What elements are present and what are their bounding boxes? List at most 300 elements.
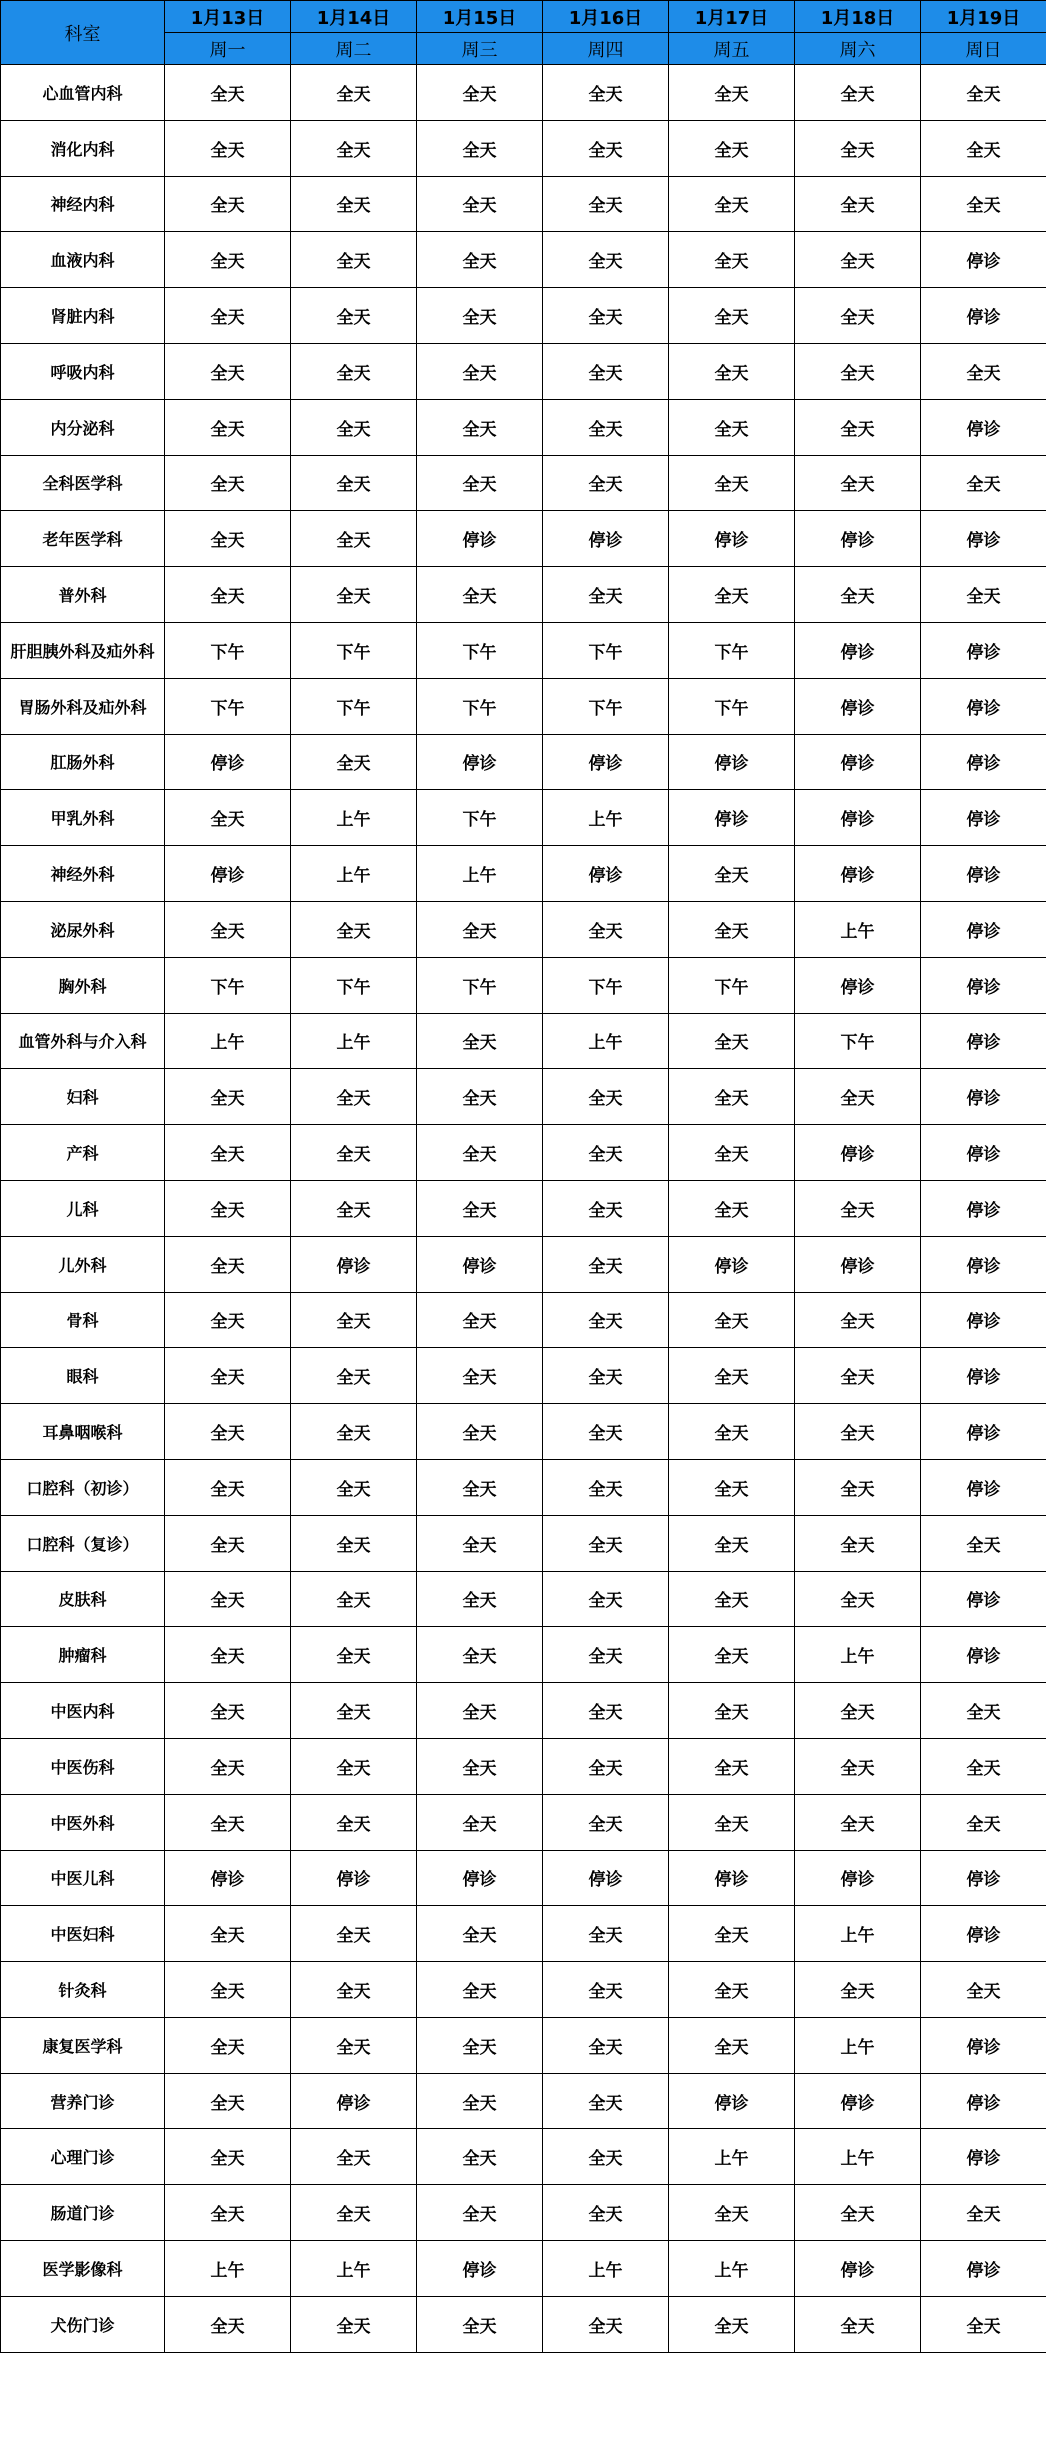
table-row (1, 2129, 1046, 2185)
department-name: 皮肤科 (1, 1571, 165, 1627)
schedule-cell: 全天 (165, 2296, 291, 2352)
schedule-cell: 全天 (795, 1180, 921, 1236)
schedule-cell: 全天 (417, 176, 543, 232)
schedule-cell: 全天 (669, 1738, 795, 1794)
department-name: 中医内科 (1, 1683, 165, 1739)
schedule-cell: 全天 (165, 1962, 291, 2018)
schedule-cell: 停诊 (165, 846, 291, 902)
schedule-cell: 全天 (669, 2017, 795, 2073)
schedule-cell: 全天 (291, 1794, 417, 1850)
schedule-cell: 全天 (669, 1794, 795, 1850)
schedule-cell: 全天 (669, 1962, 795, 2018)
schedule-cell: 全天 (543, 1292, 669, 1348)
schedule-cell: 全天 (543, 2296, 669, 2352)
schedule-cell: 全天 (795, 1962, 921, 2018)
schedule-cell: 停诊 (921, 957, 1046, 1013)
schedule-cell: 全天 (165, 1683, 291, 1739)
schedule-cell: 全天 (669, 1125, 795, 1181)
schedule-cell: 停诊 (417, 1850, 543, 1906)
schedule-cell: 全天 (795, 120, 921, 176)
schedule-cell: 全天 (795, 1738, 921, 1794)
schedule-cell: 下午 (417, 678, 543, 734)
schedule-cell: 全天 (543, 1459, 669, 1515)
schedule-cell: 停诊 (795, 1236, 921, 1292)
schedule-cell: 全天 (165, 2129, 291, 2185)
table-row (1, 1794, 1046, 1850)
schedule-cell: 全天 (795, 1515, 921, 1571)
schedule-cell: 全天 (543, 1236, 669, 1292)
schedule-cell: 全天 (795, 1292, 921, 1348)
schedule-cell: 下午 (417, 957, 543, 1013)
schedule-cell: 停诊 (165, 1850, 291, 1906)
schedule-cell: 停诊 (921, 1013, 1046, 1069)
schedule-cell: 停诊 (921, 1571, 1046, 1627)
schedule-cell: 下午 (543, 622, 669, 678)
schedule-cell: 全天 (795, 399, 921, 455)
department-name: 营养门诊 (1, 2073, 165, 2129)
schedule-cell: 全天 (543, 1683, 669, 1739)
schedule-cell: 停诊 (921, 399, 1046, 455)
weekday-header: 周四 (543, 33, 669, 65)
schedule-cell: 全天 (921, 2185, 1046, 2241)
schedule-cell: 停诊 (417, 734, 543, 790)
schedule-cell: 全天 (165, 1404, 291, 1460)
date-header: 1月17日 (669, 1, 795, 33)
schedule-cell: 上午 (669, 2129, 795, 2185)
schedule-cell: 全天 (543, 1627, 669, 1683)
schedule-cell: 全天 (291, 65, 417, 121)
date-header: 1月18日 (795, 1, 921, 33)
schedule-cell: 全天 (669, 2185, 795, 2241)
schedule-cell: 全天 (417, 1906, 543, 1962)
weekday-header: 周二 (291, 33, 417, 65)
schedule-cell: 全天 (921, 455, 1046, 511)
schedule-cell: 全天 (291, 2017, 417, 2073)
schedule-cell: 全天 (291, 901, 417, 957)
department-name: 肛肠外科 (1, 734, 165, 790)
schedule-cell: 全天 (543, 1906, 669, 1962)
department-name: 妇科 (1, 1069, 165, 1125)
schedule-cell: 全天 (795, 343, 921, 399)
schedule-cell: 下午 (669, 678, 795, 734)
date-header: 1月15日 (417, 1, 543, 33)
schedule-cell: 全天 (417, 65, 543, 121)
table-row (1, 1906, 1046, 1962)
schedule-cell: 全天 (921, 65, 1046, 121)
weekday-header: 周日 (921, 33, 1046, 65)
schedule-cell: 全天 (165, 399, 291, 455)
schedule-cell: 全天 (291, 1404, 417, 1460)
schedule-cell: 全天 (417, 455, 543, 511)
schedule-cell: 全天 (417, 1738, 543, 1794)
schedule-cell: 停诊 (795, 2073, 921, 2129)
schedule-cell: 全天 (669, 1906, 795, 1962)
table-row (1, 1683, 1046, 1739)
weekday-header: 周五 (669, 33, 795, 65)
schedule-cell: 停诊 (921, 1292, 1046, 1348)
table-row (1, 1738, 1046, 1794)
schedule-cell: 全天 (795, 1683, 921, 1739)
schedule-cell: 停诊 (795, 678, 921, 734)
schedule-cell: 停诊 (921, 622, 1046, 678)
schedule-cell: 全天 (669, 1292, 795, 1348)
schedule-cell: 停诊 (921, 1236, 1046, 1292)
schedule-cell: 全天 (165, 1459, 291, 1515)
department-name: 神经内科 (1, 176, 165, 232)
schedule-cell: 停诊 (669, 790, 795, 846)
table-row (1, 1125, 1046, 1181)
schedule-cell: 全天 (669, 1069, 795, 1125)
department-name: 中医伤科 (1, 1738, 165, 1794)
schedule-cell: 停诊 (417, 2241, 543, 2297)
schedule-cell: 上午 (795, 1906, 921, 1962)
schedule-cell: 全天 (669, 232, 795, 288)
schedule-cell: 全天 (543, 176, 669, 232)
schedule-cell: 下午 (543, 678, 669, 734)
schedule-cell: 全天 (291, 1515, 417, 1571)
schedule-cell: 全天 (921, 1683, 1046, 1739)
schedule-cell: 上午 (543, 790, 669, 846)
date-header: 1月16日 (543, 1, 669, 33)
schedule-cell: 全天 (291, 734, 417, 790)
schedule-cell: 停诊 (669, 1850, 795, 1906)
table-row (1, 399, 1046, 455)
schedule-cell: 全天 (795, 1459, 921, 1515)
schedule-cell: 全天 (543, 2129, 669, 2185)
schedule-cell: 全天 (669, 1571, 795, 1627)
schedule-cell: 全天 (417, 1962, 543, 2018)
schedule-cell: 全天 (291, 567, 417, 623)
schedule-cell: 全天 (291, 1627, 417, 1683)
schedule-cell: 全天 (417, 1794, 543, 1850)
schedule-cell: 全天 (921, 343, 1046, 399)
schedule-cell: 全天 (669, 567, 795, 623)
schedule-cell: 全天 (291, 1459, 417, 1515)
schedule-cell: 停诊 (669, 511, 795, 567)
schedule-cell: 全天 (669, 120, 795, 176)
schedule-cell: 停诊 (921, 1906, 1046, 1962)
schedule-cell: 全天 (543, 2185, 669, 2241)
schedule-cell: 全天 (291, 1125, 417, 1181)
schedule-cell: 全天 (795, 65, 921, 121)
schedule-cell: 全天 (543, 399, 669, 455)
table-row (1, 2296, 1046, 2352)
schedule-cell: 全天 (795, 2185, 921, 2241)
schedule-cell: 全天 (291, 288, 417, 344)
department-name: 胸外科 (1, 957, 165, 1013)
schedule-cell: 全天 (543, 288, 669, 344)
schedule-cell: 全天 (165, 176, 291, 232)
table-row (1, 232, 1046, 288)
schedule-cell: 停诊 (795, 734, 921, 790)
date-header: 1月19日 (921, 1, 1046, 33)
schedule-cell: 全天 (669, 901, 795, 957)
schedule-cell: 全天 (417, 2296, 543, 2352)
date-header: 1月13日 (165, 1, 291, 33)
schedule-cell: 全天 (417, 1683, 543, 1739)
table-row (1, 567, 1046, 623)
schedule-cell: 全天 (417, 288, 543, 344)
schedule-cell: 全天 (669, 1180, 795, 1236)
table-row (1, 1962, 1046, 2018)
schedule-cell: 全天 (417, 399, 543, 455)
schedule-cell: 全天 (417, 1571, 543, 1627)
department-name: 肿瘤科 (1, 1627, 165, 1683)
schedule-cell: 全天 (291, 2296, 417, 2352)
schedule-cell: 上午 (795, 2017, 921, 2073)
schedule-cell: 全天 (921, 1962, 1046, 2018)
schedule-cell: 停诊 (795, 622, 921, 678)
department-name: 血液内科 (1, 232, 165, 288)
schedule-cell: 停诊 (543, 1850, 669, 1906)
schedule-cell: 全天 (543, 1571, 669, 1627)
department-name: 呼吸内科 (1, 343, 165, 399)
schedule-cell: 全天 (669, 1404, 795, 1460)
table-row (1, 2073, 1046, 2129)
schedule-cell: 全天 (417, 232, 543, 288)
table-row (1, 343, 1046, 399)
department-name: 老年医学科 (1, 511, 165, 567)
schedule-cell: 全天 (543, 2073, 669, 2129)
schedule-cell: 全天 (669, 1459, 795, 1515)
schedule-cell: 全天 (291, 232, 417, 288)
schedule-cell: 全天 (165, 1125, 291, 1181)
schedule-cell: 下午 (165, 957, 291, 1013)
schedule-cell: 下午 (165, 678, 291, 734)
schedule-cell: 全天 (921, 1738, 1046, 1794)
schedule-cell: 全天 (669, 176, 795, 232)
table-row (1, 790, 1046, 846)
schedule-cell: 上午 (291, 1013, 417, 1069)
schedule-cell: 全天 (165, 511, 291, 567)
schedule-cell: 停诊 (165, 734, 291, 790)
schedule-cell: 全天 (921, 1794, 1046, 1850)
schedule-cell: 全天 (291, 2129, 417, 2185)
schedule-cell: 停诊 (921, 1459, 1046, 1515)
schedule-cell: 全天 (543, 901, 669, 957)
schedule-cell: 全天 (291, 1292, 417, 1348)
department-name: 泌尿外科 (1, 901, 165, 957)
schedule-cell: 停诊 (669, 734, 795, 790)
schedule-cell: 全天 (165, 901, 291, 957)
dept-column-header: 科室 (1, 1, 165, 65)
schedule-cell: 停诊 (921, 1348, 1046, 1404)
schedule-cell: 全天 (417, 1125, 543, 1181)
table-row (1, 678, 1046, 734)
department-name: 心血管内科 (1, 65, 165, 121)
weekday-header: 周三 (417, 33, 543, 65)
table-row (1, 622, 1046, 678)
table-row (1, 1571, 1046, 1627)
schedule-cell: 全天 (417, 1459, 543, 1515)
schedule-cell: 全天 (543, 1962, 669, 2018)
department-name: 肠道门诊 (1, 2185, 165, 2241)
schedule-cell: 全天 (165, 567, 291, 623)
schedule-cell: 上午 (291, 790, 417, 846)
schedule-cell: 停诊 (291, 2073, 417, 2129)
department-name: 肾脏内科 (1, 288, 165, 344)
schedule-cell: 全天 (165, 1236, 291, 1292)
schedule-cell: 全天 (165, 455, 291, 511)
schedule-cell: 全天 (921, 120, 1046, 176)
schedule-cell: 全天 (417, 2129, 543, 2185)
weekday-header: 周一 (165, 33, 291, 65)
schedule-cell: 全天 (165, 1180, 291, 1236)
department-name: 产科 (1, 1125, 165, 1181)
schedule-cell: 全天 (921, 1515, 1046, 1571)
schedule-cell: 上午 (291, 846, 417, 902)
schedule-cell: 全天 (669, 455, 795, 511)
schedule-cell: 下午 (165, 622, 291, 678)
schedule-cell: 停诊 (921, 511, 1046, 567)
schedule-cell: 全天 (165, 790, 291, 846)
schedule-cell: 停诊 (543, 846, 669, 902)
schedule-cell: 全天 (795, 1794, 921, 1850)
schedule-cell: 全天 (795, 455, 921, 511)
schedule-cell: 全天 (165, 343, 291, 399)
table-row (1, 176, 1046, 232)
table-row (1, 288, 1046, 344)
table-row (1, 1180, 1046, 1236)
schedule-cell: 停诊 (921, 846, 1046, 902)
schedule-cell: 全天 (543, 1125, 669, 1181)
schedule-cell: 全天 (543, 232, 669, 288)
table-row (1, 1515, 1046, 1571)
schedule-cell: 全天 (417, 1180, 543, 1236)
schedule-cell: 全天 (543, 1515, 669, 1571)
schedule-cell: 全天 (921, 2296, 1046, 2352)
department-name: 全科医学科 (1, 455, 165, 511)
schedule-cell: 全天 (291, 343, 417, 399)
department-name: 消化内科 (1, 120, 165, 176)
schedule-cell: 停诊 (921, 1125, 1046, 1181)
schedule-cell: 全天 (417, 1515, 543, 1571)
schedule-cell: 全天 (291, 399, 417, 455)
schedule-cell: 停诊 (543, 734, 669, 790)
schedule-cell: 上午 (291, 2241, 417, 2297)
schedule-cell: 全天 (165, 2185, 291, 2241)
table-header (1, 1, 1046, 65)
schedule-cell: 上午 (669, 2241, 795, 2297)
schedule-cell: 全天 (291, 1348, 417, 1404)
schedule-cell: 停诊 (921, 232, 1046, 288)
schedule-cell: 下午 (417, 622, 543, 678)
schedule-cell: 上午 (795, 1627, 921, 1683)
schedule-cell: 全天 (921, 567, 1046, 623)
schedule-cell: 停诊 (669, 1236, 795, 1292)
schedule-cell: 全天 (165, 1069, 291, 1125)
schedule-cell: 全天 (417, 1069, 543, 1125)
schedule-cell: 停诊 (795, 790, 921, 846)
table-row (1, 511, 1046, 567)
schedule-cell: 全天 (543, 120, 669, 176)
schedule-cell: 停诊 (921, 1850, 1046, 1906)
schedule-cell: 全天 (417, 1404, 543, 1460)
department-name: 眼科 (1, 1348, 165, 1404)
schedule-cell: 全天 (291, 1069, 417, 1125)
schedule-cell: 停诊 (921, 1069, 1046, 1125)
table-row (1, 846, 1046, 902)
table-row (1, 1404, 1046, 1460)
schedule-cell: 全天 (543, 1738, 669, 1794)
schedule-cell: 全天 (165, 1906, 291, 1962)
department-name: 儿科 (1, 1180, 165, 1236)
schedule-cell: 全天 (669, 2296, 795, 2352)
department-name: 针灸科 (1, 1962, 165, 2018)
schedule-cell: 全天 (669, 846, 795, 902)
schedule-cell: 停诊 (795, 1125, 921, 1181)
schedule-cell: 全天 (417, 1627, 543, 1683)
schedule-cell: 全天 (795, 1069, 921, 1125)
department-name: 肝胆胰外科及疝外科 (1, 622, 165, 678)
department-name: 口腔科（初诊） (1, 1459, 165, 1515)
department-name: 中医外科 (1, 1794, 165, 1850)
schedule-cell: 停诊 (921, 2073, 1046, 2129)
schedule-cell: 停诊 (921, 790, 1046, 846)
schedule-cell: 全天 (417, 1292, 543, 1348)
schedule-cell: 全天 (291, 1962, 417, 2018)
table-row (1, 65, 1046, 121)
schedule-cell: 全天 (165, 65, 291, 121)
schedule-cell: 上午 (165, 1013, 291, 1069)
department-name: 甲乳外科 (1, 790, 165, 846)
schedule-cell: 下午 (291, 957, 417, 1013)
schedule-cell: 全天 (543, 2017, 669, 2073)
schedule-cell: 全天 (669, 65, 795, 121)
schedule-cell: 全天 (669, 1515, 795, 1571)
schedule-cell: 全天 (417, 343, 543, 399)
schedule-cell: 全天 (795, 2296, 921, 2352)
schedule-cell: 全天 (669, 1683, 795, 1739)
department-name: 康复医学科 (1, 2017, 165, 2073)
department-name: 神经外科 (1, 846, 165, 902)
schedule-cell: 全天 (669, 1013, 795, 1069)
schedule-cell: 全天 (543, 567, 669, 623)
department-name: 心理门诊 (1, 2129, 165, 2185)
schedule-cell: 全天 (417, 901, 543, 957)
schedule-cell: 全天 (543, 343, 669, 399)
schedule-cell: 全天 (291, 1906, 417, 1962)
schedule-cell: 上午 (543, 2241, 669, 2297)
schedule-cell: 全天 (417, 2185, 543, 2241)
schedule-cell: 全天 (165, 1571, 291, 1627)
department-name: 医学影像科 (1, 2241, 165, 2297)
table-row (1, 455, 1046, 511)
schedule-cell: 下午 (669, 957, 795, 1013)
table-row (1, 1292, 1046, 1348)
schedule-cell: 全天 (165, 2073, 291, 2129)
schedule-cell: 全天 (291, 455, 417, 511)
table-row (1, 734, 1046, 790)
department-name: 犬伤门诊 (1, 2296, 165, 2352)
schedule-cell: 全天 (165, 1292, 291, 1348)
schedule-cell: 全天 (921, 176, 1046, 232)
schedule-cell: 全天 (795, 1404, 921, 1460)
schedule-cell: 停诊 (291, 1236, 417, 1292)
schedule-cell: 全天 (417, 567, 543, 623)
schedule-cell: 全天 (417, 120, 543, 176)
schedule-cell: 停诊 (291, 1850, 417, 1906)
schedule-cell: 全天 (669, 1348, 795, 1404)
schedule-cell: 全天 (543, 65, 669, 121)
table-row (1, 1459, 1046, 1515)
schedule-cell: 停诊 (795, 846, 921, 902)
schedule-cell: 全天 (291, 1180, 417, 1236)
schedule-cell: 停诊 (795, 957, 921, 1013)
department-name: 中医妇科 (1, 1906, 165, 1962)
schedule-cell: 全天 (291, 2185, 417, 2241)
department-name: 血管外科与介入科 (1, 1013, 165, 1069)
